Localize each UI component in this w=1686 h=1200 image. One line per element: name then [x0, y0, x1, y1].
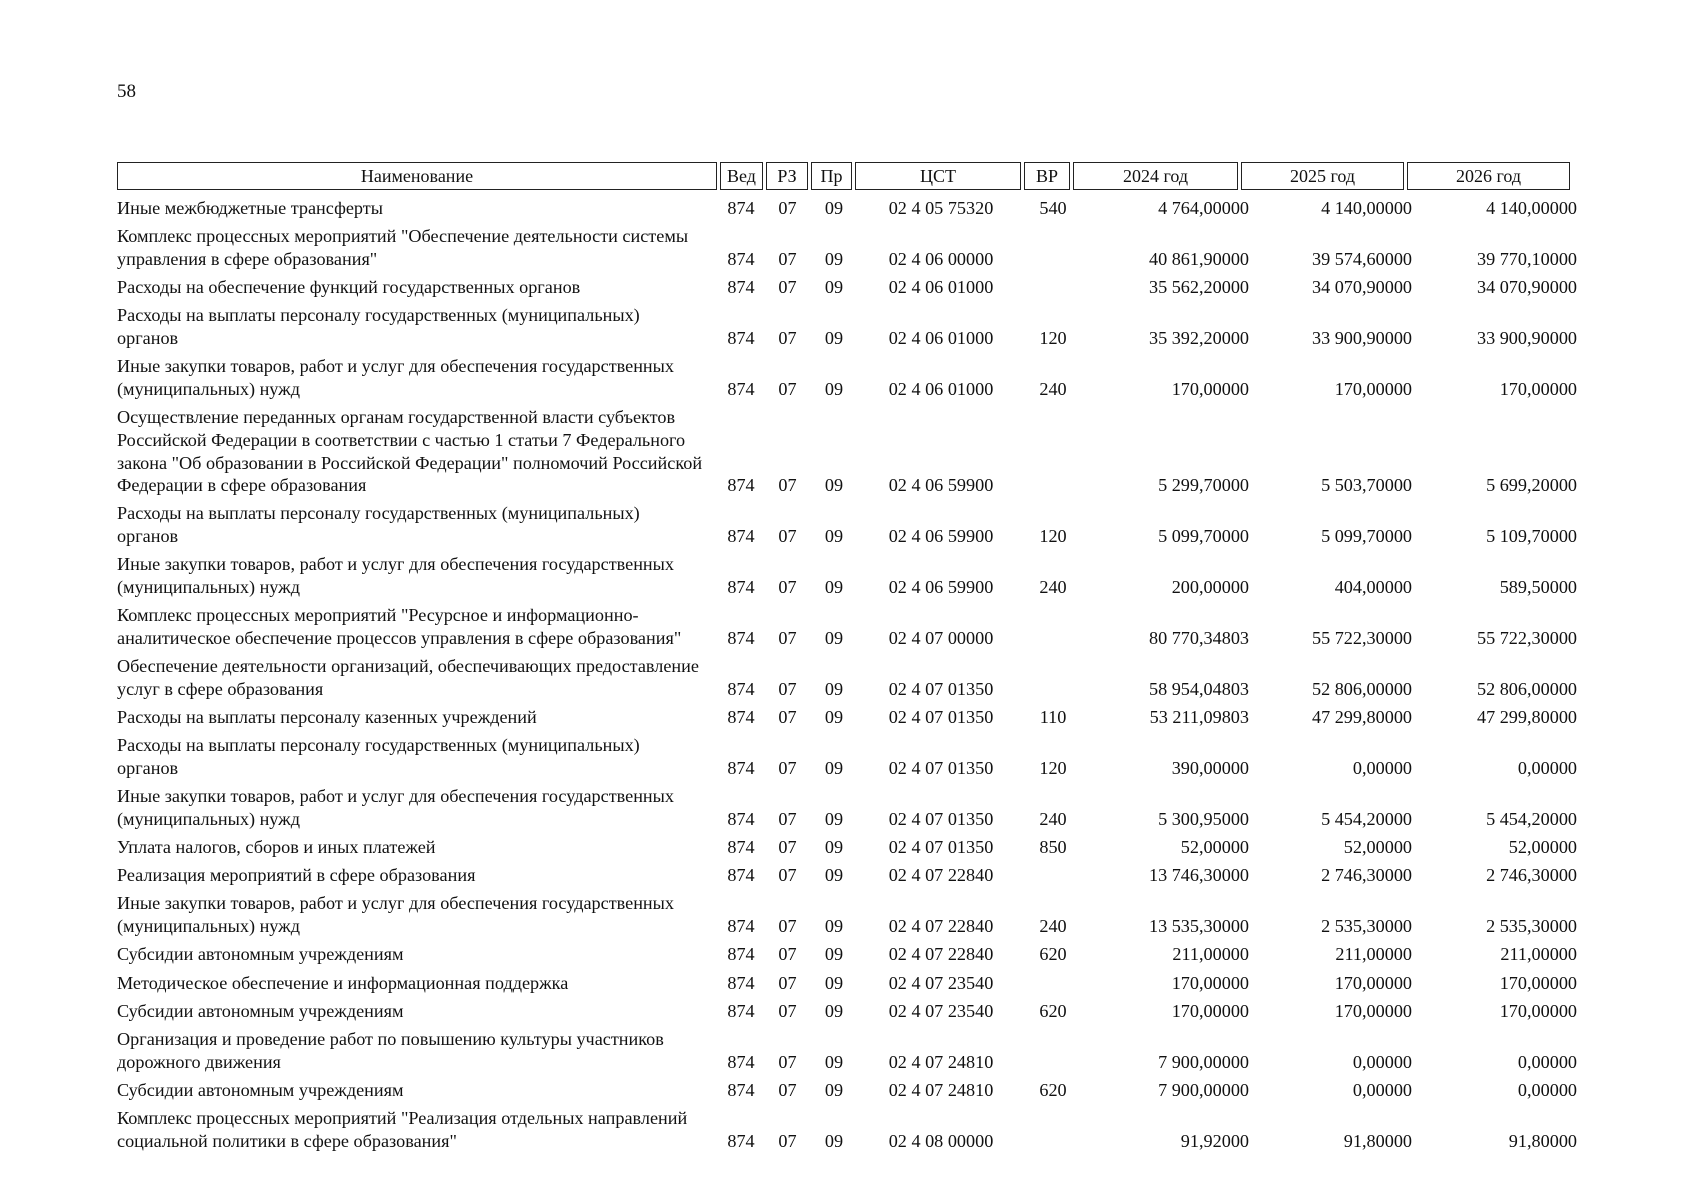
cell-vr: 620	[1039, 1000, 1067, 1021]
cell-2026: 211,00000	[1500, 944, 1577, 965]
cell-rz: 07	[778, 916, 797, 937]
cell-2026: 52,00000	[1508, 837, 1577, 858]
cell-rz: 07	[778, 865, 797, 886]
cell-2024: 80 770,34803	[1148, 627, 1249, 648]
page-number: 58	[117, 81, 136, 102]
cell-2024: 200,00000	[1171, 577, 1249, 598]
cell-2025: 0,00000	[1352, 757, 1412, 778]
cell-vr: 620	[1039, 944, 1067, 965]
cell-2024: 35 562,20000	[1148, 277, 1249, 298]
header-2024: 2024 год	[1073, 162, 1238, 190]
cell-rz: 07	[778, 808, 797, 829]
cell-2025: 5 099,70000	[1321, 526, 1412, 547]
cell-pr: 09	[824, 808, 844, 829]
cell-name: Иные закупки товаров, работ и услуг для обеспечения государственных (муниципальных) нужд	[117, 893, 674, 937]
cell-2025: 55 722,30000	[1311, 627, 1412, 648]
header-2026: 2026 год	[1407, 162, 1570, 190]
cell-rz: 07	[778, 944, 797, 965]
cell-2026: 0,00000	[1517, 1051, 1577, 1072]
cell-ved: 874	[727, 475, 755, 496]
cell-pr: 09	[824, 475, 844, 496]
cell-pr: 09	[824, 1079, 844, 1100]
table-row	[117, 304, 1577, 349]
cell-ved: 874	[727, 1079, 755, 1100]
cell-cst: 02 4 06 01000	[888, 378, 994, 399]
cell-pr: 09	[824, 526, 844, 547]
cell-rz: 07	[778, 1000, 797, 1021]
cell-cst: 02 4 07 22840	[888, 944, 994, 965]
table-body	[117, 197, 1577, 1158]
cell-name: Реализация мероприятий в сфере образования	[117, 865, 476, 886]
cell-2024: 40 861,90000	[1148, 248, 1249, 269]
cell-rz: 07	[778, 1079, 797, 1100]
table-row	[117, 655, 1577, 700]
cell-name: Методическое обеспечение и информационная поддержка	[117, 972, 569, 993]
table-row	[117, 276, 1577, 299]
cell-ved: 874	[727, 577, 755, 598]
cell-2024: 13 535,30000	[1148, 916, 1249, 937]
cell-2024: 7 900,00000	[1158, 1051, 1249, 1072]
cell-ved: 874	[727, 837, 755, 858]
cell-vr: 240	[1039, 916, 1067, 937]
cell-2026: 52 806,00000	[1476, 678, 1577, 699]
cell-vr: 120	[1039, 328, 1067, 349]
cell-cst: 02 4 06 59900	[888, 526, 994, 547]
cell-2026: 34 070,90000	[1476, 277, 1577, 298]
cell-2025: 5 503,70000	[1321, 475, 1412, 496]
cell-2026: 5 699,20000	[1486, 475, 1577, 496]
cell-2026: 2 746,30000	[1486, 865, 1577, 886]
table-row	[117, 604, 1577, 649]
cell-cst: 02 4 08 00000	[888, 1130, 994, 1151]
cell-ved: 874	[727, 707, 755, 728]
cell-2024: 35 392,20000	[1148, 328, 1249, 349]
cell-pr: 09	[824, 1130, 844, 1151]
cell-cst: 02 4 07 01350	[888, 757, 994, 778]
cell-cst: 02 4 06 59900	[888, 577, 994, 598]
cell-2025: 404,00000	[1334, 577, 1412, 598]
cell-2025: 34 070,90000	[1311, 277, 1412, 298]
table-row	[117, 197, 1577, 220]
cell-pr: 09	[824, 707, 844, 728]
cell-rz: 07	[778, 378, 797, 399]
cell-name: Расходы на выплаты персоналу государственных (муниципальных) органов	[117, 735, 640, 778]
cell-ved: 874	[727, 248, 755, 269]
cell-pr: 09	[824, 1051, 844, 1072]
cell-name: Иные закупки товаров, работ и услуг для обеспечения государственных (муниципальных) нужд	[117, 786, 674, 829]
cell-ved: 874	[727, 378, 755, 399]
cell-2024: 58 954,04803	[1148, 678, 1249, 699]
cell-vr: 540	[1039, 198, 1067, 218]
cell-cst: 02 4 07 24810	[888, 1079, 994, 1100]
cell-2024: 390,00000	[1171, 757, 1249, 778]
cell-pr: 09	[824, 198, 844, 218]
cell-2026: 170,00000	[1499, 1000, 1577, 1021]
cell-name: Расходы на выплаты персоналу государственных (муниципальных) органов	[117, 503, 640, 547]
cell-cst: 02 4 07 22840	[888, 865, 994, 886]
cell-2026: 0,00000	[1517, 1079, 1577, 1100]
cell-pr: 09	[824, 837, 844, 858]
cell-cst: 02 4 07 01350	[888, 837, 994, 858]
cell-2024: 4 764,00000	[1158, 198, 1249, 218]
table-row	[117, 785, 1577, 830]
cell-ved: 874	[727, 757, 755, 778]
cell-pr: 09	[824, 972, 844, 993]
table-row	[117, 225, 1577, 270]
cell-cst: 02 4 06 59900	[888, 475, 994, 496]
cell-rz: 07	[778, 1051, 797, 1072]
cell-2024: 13 746,30000	[1148, 865, 1249, 886]
cell-cst: 02 4 06 01000	[888, 328, 994, 349]
table-row	[117, 734, 1577, 779]
cell-2025: 91,80000	[1343, 1130, 1412, 1151]
cell-2025: 52,00000	[1343, 837, 1412, 858]
cell-name: Расходы на выплаты персоналу государственных (муниципальных) органов	[117, 305, 640, 349]
cell-cst: 02 4 05 75320	[888, 198, 994, 218]
cell-cst: 02 4 07 00000	[888, 627, 994, 648]
cell-2026: 5 454,20000	[1486, 808, 1577, 829]
cell-2025: 2 746,30000	[1321, 865, 1412, 886]
cell-ved: 874	[727, 627, 755, 648]
cell-2026: 589,50000	[1499, 577, 1577, 598]
cell-rz: 07	[778, 198, 797, 218]
cell-rz: 07	[778, 627, 797, 648]
cell-ved: 874	[727, 526, 755, 547]
header-ved: Вед	[720, 162, 763, 190]
cell-cst: 02 4 06 00000	[888, 248, 994, 269]
cell-2026: 2 535,30000	[1486, 916, 1577, 937]
cell-cst: 02 4 07 01350	[888, 707, 994, 728]
cell-rz: 07	[778, 1130, 797, 1151]
cell-cst: 02 4 07 23540	[888, 1000, 994, 1021]
cell-ved: 874	[727, 328, 755, 349]
table-row	[117, 1079, 1577, 1102]
cell-2024: 170,00000	[1171, 972, 1249, 993]
cell-name: Субсидии автономным учреждениям	[117, 944, 404, 965]
table-row	[117, 943, 1577, 966]
cell-cst: 02 4 07 01350	[888, 678, 994, 699]
cell-2024: 5 099,70000	[1158, 526, 1249, 547]
cell-vr: 120	[1039, 526, 1067, 547]
cell-pr: 09	[824, 328, 844, 349]
cell-ved: 874	[727, 808, 755, 829]
cell-rz: 07	[778, 707, 797, 728]
cell-2025: 33 900,90000	[1311, 328, 1412, 349]
cell-name: Субсидии автономным учреждениям	[117, 1000, 404, 1021]
cell-name: Расходы на обеспечение функций государственных органов	[117, 277, 581, 298]
cell-pr: 09	[824, 577, 844, 598]
cell-pr: 09	[824, 916, 844, 937]
cell-ved: 874	[727, 916, 755, 937]
cell-2026: 170,00000	[1499, 972, 1577, 993]
table-row	[117, 1028, 1577, 1073]
cell-rz: 07	[778, 475, 797, 496]
cell-pr: 09	[824, 757, 844, 778]
cell-name: Расходы на выплаты персоналу казенных учреждений	[117, 707, 537, 728]
header-rz: РЗ	[766, 162, 808, 190]
header-pr: Пр	[811, 162, 852, 190]
cell-rz: 07	[778, 277, 797, 298]
cell-rz: 07	[778, 248, 797, 269]
cell-ved: 874	[727, 972, 755, 993]
cell-pr: 09	[824, 1000, 844, 1021]
cell-cst: 02 4 07 24810	[888, 1051, 994, 1072]
cell-name: Иные межбюджетные трансферты	[117, 198, 383, 218]
cell-rz: 07	[778, 577, 797, 598]
cell-rz: 07	[778, 972, 797, 993]
cell-2025: 170,00000	[1334, 972, 1412, 993]
table-row	[117, 892, 1577, 937]
cell-2026: 170,00000	[1499, 378, 1577, 399]
table-row	[117, 836, 1577, 859]
cell-2024: 53 211,09803	[1149, 707, 1249, 728]
cell-2026: 5 109,70000	[1486, 526, 1577, 547]
cell-vr: 240	[1039, 378, 1067, 399]
cell-name: Комплекс процессных мероприятий "Ресурсное и информационно-аналитическое обеспечение процессов управления в сфере образования"	[117, 605, 682, 648]
cell-name: Организация и проведение работ по повышению культуры участников дорожного движения	[117, 1029, 664, 1072]
cell-2024: 52,00000	[1180, 837, 1249, 858]
cell-name: Уплата налогов, сборов и иных платежей	[117, 837, 436, 858]
cell-ved: 874	[727, 277, 755, 298]
cell-pr: 09	[824, 865, 844, 886]
cell-2026: 39 770,10000	[1476, 248, 1577, 269]
cell-rz: 07	[778, 678, 797, 699]
table-row	[117, 706, 1577, 729]
cell-rz: 07	[778, 837, 797, 858]
cell-name: Осуществление переданных органам государственной власти субъектов Российской Федерации в соответствии с частью 1 статьи 7 Федерального закона "Об образовании в Российской Федерации" полномочий Российской Федерации в сфере образования	[117, 407, 703, 496]
cell-vr: 240	[1039, 577, 1067, 598]
cell-2025: 211,00000	[1335, 944, 1412, 965]
cell-2025: 47 299,80000	[1311, 707, 1412, 728]
cell-2025: 4 140,00000	[1321, 198, 1412, 218]
cell-name: Комплекс процессных мероприятий "Обеспечение деятельности системы управления в сфере образования"	[117, 226, 689, 269]
cell-2024: 5 299,70000	[1158, 475, 1249, 496]
cell-name: Обеспечение деятельности организаций, обеспечивающих предоставление услуг в сфере образования	[117, 656, 699, 699]
cell-2025: 0,00000	[1352, 1051, 1412, 1072]
cell-cst: 02 4 06 01000	[888, 277, 994, 298]
cell-vr: 120	[1039, 757, 1067, 778]
cell-2026: 4 140,00000	[1486, 198, 1577, 218]
cell-2025: 52 806,00000	[1311, 678, 1412, 699]
cell-ved: 874	[727, 198, 755, 218]
header-2025: 2025 год	[1241, 162, 1404, 190]
cell-2024: 211,00000	[1172, 944, 1249, 965]
cell-pr: 09	[824, 944, 844, 965]
cell-2026: 55 722,30000	[1476, 627, 1577, 648]
cell-cst: 02 4 07 01350	[888, 808, 994, 829]
cell-ved: 874	[727, 1130, 755, 1151]
cell-ved: 874	[727, 865, 755, 886]
table-row	[117, 553, 1577, 598]
cell-pr: 09	[824, 627, 844, 648]
cell-name: Иные закупки товаров, работ и услуг для обеспечения государственных (муниципальных) нужд	[117, 554, 674, 598]
cell-name: Иные закупки товаров, работ и услуг для обеспечения государственных (муниципальных) нужд	[117, 356, 674, 399]
cell-rz: 07	[778, 757, 797, 778]
cell-cst: 02 4 07 23540	[888, 972, 994, 993]
table-row	[117, 355, 1577, 400]
table-row	[117, 1000, 1577, 1023]
cell-2026: 33 900,90000	[1476, 328, 1577, 349]
cell-2025: 0,00000	[1352, 1079, 1412, 1100]
cell-rz: 07	[778, 526, 797, 547]
cell-vr: 620	[1039, 1079, 1067, 1100]
cell-ved: 874	[727, 1051, 755, 1072]
cell-2026: 0,00000	[1517, 757, 1577, 778]
cell-vr: 240	[1039, 808, 1067, 829]
cell-2025: 5 454,20000	[1321, 808, 1412, 829]
cell-2025: 170,00000	[1334, 1000, 1412, 1021]
cell-pr: 09	[824, 277, 844, 298]
cell-2024: 7 900,00000	[1158, 1079, 1249, 1100]
table-row	[117, 1107, 1577, 1152]
cell-rz: 07	[778, 328, 797, 349]
header-name: Наименование	[117, 162, 717, 190]
header-cst: ЦСТ	[855, 162, 1021, 190]
cell-ved: 874	[727, 678, 755, 699]
table-row	[117, 406, 1577, 497]
table-row	[117, 502, 1577, 547]
table-row	[117, 972, 1577, 995]
cell-pr: 09	[824, 678, 844, 699]
cell-2024: 170,00000	[1171, 378, 1249, 399]
cell-2024: 91,92000	[1180, 1130, 1249, 1151]
cell-cst: 02 4 07 22840	[888, 916, 994, 937]
cell-name: Субсидии автономным учреждениям	[117, 1079, 404, 1100]
cell-2024: 5 300,95000	[1158, 808, 1249, 829]
cell-pr: 09	[824, 248, 844, 269]
header-vr: ВР	[1024, 162, 1070, 190]
cell-2025: 170,00000	[1334, 378, 1412, 399]
table-header	[117, 162, 1573, 190]
cell-2024: 170,00000	[1171, 1000, 1249, 1021]
cell-ved: 874	[727, 944, 755, 965]
cell-name: Комплекс процессных мероприятий "Реализация отдельных направлений социальной политики в сфере образования"	[117, 1108, 688, 1151]
cell-vr: 850	[1039, 837, 1067, 858]
cell-2025: 39 574,60000	[1311, 248, 1412, 269]
cell-vr: 110	[1039, 707, 1067, 728]
table-row	[117, 864, 1577, 887]
cell-pr: 09	[824, 378, 844, 399]
cell-2025: 2 535,30000	[1321, 916, 1412, 937]
cell-2026: 91,80000	[1508, 1130, 1577, 1151]
cell-ved: 874	[727, 1000, 755, 1021]
cell-2026: 47 299,80000	[1476, 707, 1577, 728]
